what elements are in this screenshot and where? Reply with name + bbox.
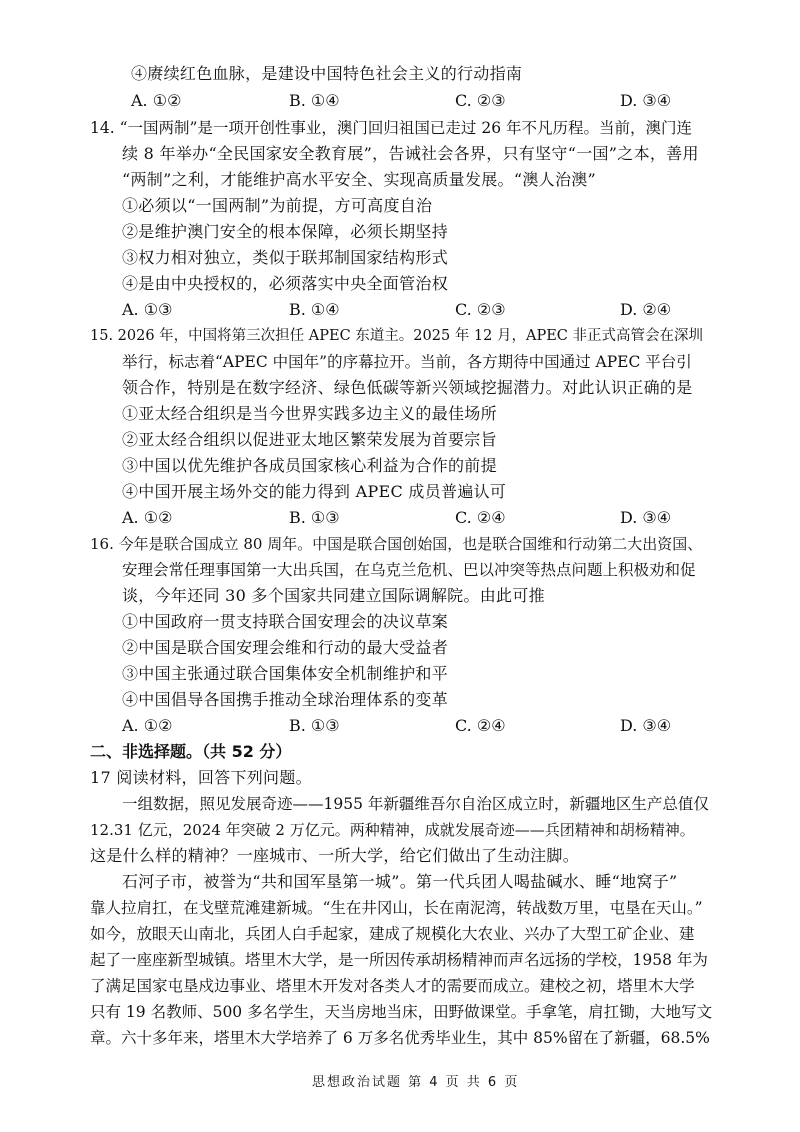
material-p1-line-2: 12.31 亿元，2024 年突破 2 万亿元。两种精神，成就发展奇迹——兵团精神和胡杨精神。	[90, 821, 695, 839]
q15-option-c: C. ②④	[455, 508, 506, 527]
q15-item-1: ①亚太经合组织是当今世界实践多边主义的最佳场所	[122, 404, 497, 423]
material-p2-line-5: 了满足国家屯垦戍边事业、塔里木开发对各类人才的需要而成立。建校之初，塔里木大学	[90, 977, 695, 995]
q13-option-d: D. ③④	[620, 91, 672, 110]
material-p2-line-7: 章。六十多年来，塔里木大学培养了 6 万多名优秀毕业生，其中 85%留在了新疆，68.5%	[90, 1029, 710, 1047]
material-p2-line-6: 只有 19 名教师、500 多名学生，天当房地当床，田野做课堂。手拿笔，肩扛锄，大地写文	[90, 1003, 713, 1021]
q16-option-b: B. ①③	[289, 716, 340, 735]
q16-stem-line-2: 安理会常任理事国第一大出兵国，在乌克兰危机、巴以冲突等热点问题上积极劝和促	[122, 561, 696, 579]
q14-stem-line-2: 续 8 年举办“全民国家安全教育展”，告诫社会各界，只有坚守“一国”之本，善用	[122, 144, 699, 163]
material-p1-line-3: 这是什么样的精神？一座城市、一所大学，给它们做出了生动注脚。	[90, 846, 580, 865]
q16-item-1: ①中国政府一贯支持联合国安理会的决议草案	[122, 612, 449, 631]
q16-stem-line-1: 16. 今年是联合国成立 80 周年。中国是联合国创始国，也是联合国维和行动第二大出资国、	[90, 535, 703, 553]
q14-item-3: ③权力相对独立，类似于联邦制国家结构形式	[122, 248, 449, 267]
section-2-heading: 二、非选择题。（共 52 分）	[90, 742, 292, 761]
material-p2-line-2: 靠人拉肩扛，在戈壁荒滩建新城。“生在井冈山，长在南泥湾，转战数万里，屯垦在天山。”	[90, 899, 703, 917]
material-p1-line-1: 一组数据，照见发展奇迹——1955 年新疆维吾尔自治区成立时，新疆地区生产总值仅	[122, 795, 709, 813]
q16-option-a: A. ①②	[122, 716, 173, 735]
q15-option-d: D. ③④	[620, 508, 672, 527]
q15-stem-line-2: 举行，标志着“APEC 中国年”的序幕拉开。当前，各方期待中国通过 APEC 平台引	[122, 353, 692, 371]
q14-stem-line-3: “两制”之利，才能维护高水平安全、实现高质量发展。“澳人治澳”	[122, 170, 597, 189]
q15-option-b: B. ①③	[289, 508, 340, 527]
q16-item-3: ③中国主张通过联合国集体安全机制维护和平	[122, 664, 449, 683]
q14-option-c: C. ②③	[455, 300, 506, 319]
material-p2-line-1: 石河子市，被誉为“共和国军垦第一城”。第一代兵团人喝盐碱水、睡“地窝子”	[122, 872, 678, 891]
q16-item-4: ④中国倡导各国携手推动全球治理体系的变革	[122, 690, 449, 709]
q16-option-c: C. ②④	[455, 716, 506, 735]
q15-item-4: ④中国开展主场外交的能力得到 APEC 成员普遍认可	[122, 482, 507, 501]
q16-option-d: D. ③④	[620, 716, 672, 735]
q15-option-a: A. ①②	[122, 508, 173, 527]
q14-item-4: ④是由中央授权的，必须落实中央全面管治权	[122, 274, 449, 293]
q15-stem-line-1: 15. 2026 年，中国将第三次担任 APEC 东道主。2025 年 12 月，APEC 非正式高管会在深圳	[90, 328, 703, 344]
q16-stem-line-3: 谈，今年还同 30 多个国家共同建立国际调解院。由此可推	[122, 586, 545, 605]
q14-item-1: ①必须以“一国两制”为前提，方可高度自治	[122, 196, 433, 215]
material-p2-line-4: 起了一座座新型城镇。塔里木大学，是一所因传承胡杨精神而声名远扬的学校，1958 年为	[90, 951, 708, 969]
q14-option-b: B. ①④	[289, 300, 340, 319]
q15-stem-line-3: 领合作，特别是在数字经济、绿色低碳等新兴领域挖掘潜力。对此认识正确的是	[122, 378, 693, 397]
q14-option-d: D. ②④	[620, 300, 672, 319]
q13-option-c: C. ②③	[455, 91, 506, 110]
q17-title: 17 阅读材料，回答下列问题。	[90, 768, 312, 787]
q13-option-a: A. ①②	[131, 91, 182, 110]
page-footer: 思想政治试题 第 4 页 共 6 页	[312, 1075, 520, 1090]
q16-item-2: ②中国是联合国安理会维和行动的最大受益者	[122, 638, 449, 657]
q15-item-3: ③中国以优先维护各成员国家核心利益为合作的前提	[122, 456, 497, 475]
q13-item-4: ④赓续红色血脉，是建设中国特色社会主义的行动指南	[131, 64, 523, 83]
material-p2-line-3: 如今，放眼天山南北，兵团人白手起家，建成了规模化大农业、兴办了大型工矿企业、建	[90, 925, 695, 943]
q14-stem-line-1: 14. “一国两制”是一项开创性事业，澳门回归祖国已走过 26 年不凡历程。当前，澳门连	[90, 119, 693, 137]
q14-item-2: ②是维护澳门安全的根本保障，必须长期坚持	[122, 222, 449, 241]
q13-option-b: B. ①④	[289, 91, 340, 110]
q15-item-2: ②亚太经合组织以促进亚太地区繁荣发展为首要宗旨	[122, 430, 497, 449]
q14-option-a: A. ①③	[122, 300, 173, 319]
